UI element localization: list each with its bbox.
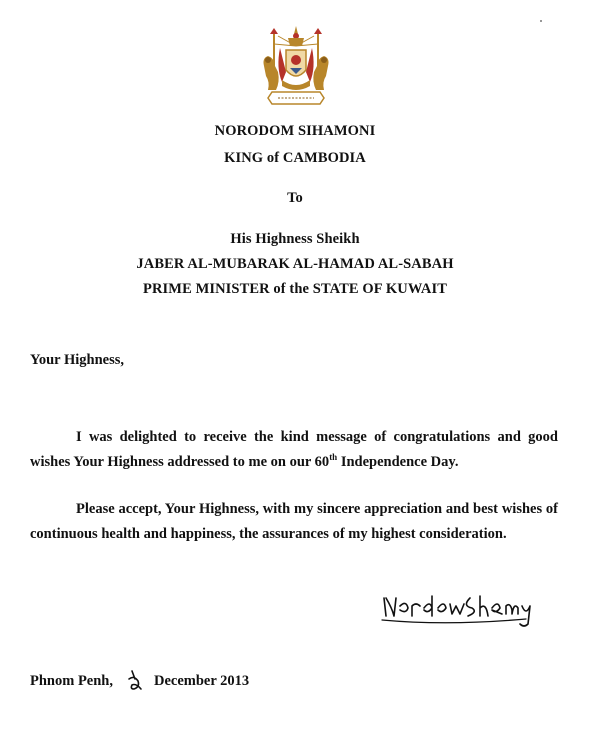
salutation: Your Highness, — [30, 352, 125, 368]
sender-name: NORODOM SIHAMONI — [214, 123, 376, 139]
to-label: To — [287, 190, 303, 206]
paragraph-text-end: Independence Day. — [337, 454, 459, 470]
handwritten-day-numeral — [126, 667, 144, 693]
paragraph-message-thanks — [30, 425, 558, 475]
place-of-signing: Phnom Penh, — [30, 673, 113, 689]
signature-image — [378, 586, 536, 630]
paragraph-closing: Please accept, Your Highness, with my sincere appreciation and best wishes of continuous health and happiness, the assurances of my highest consideration. — [30, 501, 558, 542]
ordinal-suffix: th — [329, 452, 338, 463]
royal-arms-of-cambodia-icon — [258, 24, 334, 108]
sender-title: KING of CAMBODIA — [224, 150, 366, 166]
recipient-name: JABER AL-MUBARAK AL-HAMAD AL-SABAH — [136, 256, 454, 272]
paragraph-text: I was delighted to receive the kind message of congratulations and good wishes Your Highness addressed to me on our 60 — [30, 429, 558, 470]
recipient-title: PRIME MINISTER of the STATE OF KUWAIT — [143, 281, 447, 297]
paper-speck — [540, 20, 542, 22]
date-of-signing: December 2013 — [154, 673, 250, 689]
recipient-honorific: His Highness Sheikh — [230, 231, 360, 247]
